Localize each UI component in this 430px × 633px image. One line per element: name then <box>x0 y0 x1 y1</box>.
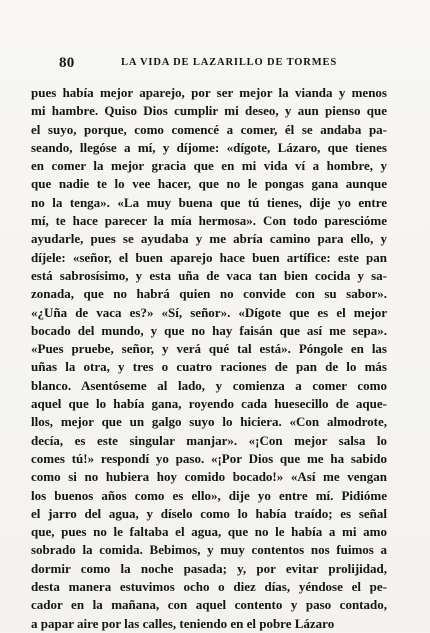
text-line: decía, es este singular manjar». «¡Con mejor salsa lo <box>31 432 387 448</box>
text-line: desta manera estuvimos ocho o diez días, yéndose el pe- <box>31 579 387 595</box>
text-line: el suyo, porque, como comencé a comer, él se andaba pa- <box>31 121 387 137</box>
text-line: sobrado la comida. Bebimos, y muy contentos nos fuimos a <box>31 542 387 558</box>
text-line: mí, te hace parecer la mía hermosa». Con todo parescióme <box>31 213 387 229</box>
body-text <box>31 84 387 633</box>
text-line: comes tú!» respondí yo paso. «¡Por Dios que me ha sabido <box>31 450 387 466</box>
running-title: LA VIDA DE LAZARILLO DE TORMES <box>121 57 338 68</box>
text-line: llos, mejor que un galgo suyo lo hiciera. «Con almodrote, <box>31 414 387 430</box>
text-line: zonada, que no habrá quien no convide con su sabor». <box>31 286 387 302</box>
text-line: dormir como la noche pasada; y, por evitar prolijidad, <box>31 560 387 576</box>
text-line: en comer la mejor gracia que en mi vida ví a hombre, y <box>31 158 387 174</box>
text-line: mi hambre. Quiso Dios cumplir mi deseo, y aun pienso que <box>31 103 387 119</box>
text-line: aquel que lo había gana, royendo cada huesecillo de aque- <box>31 396 387 412</box>
text-line: está sabrosísimo, y esta uña de vaca tan bien cocida y sa- <box>31 267 387 283</box>
text-line: «¿Uña de vaca es?» «Sí, señor». «Dígote que es el mejor <box>31 304 387 320</box>
text-line: díjele: «señor, el buen aparejo hace buen artífice: este pan <box>31 249 387 265</box>
text-line: que, pues no le faltaba el agua, que no le había a mi amo <box>31 524 387 540</box>
text-line: «Pues pruebe, señor, y verá qué tal está». Póngole en las <box>31 341 387 357</box>
text-line: a papar aire por las calles, teniendo en el pobre Lázaro <box>31 615 335 631</box>
text-line: cador en la mañana, con aquel contento y paso contado, <box>31 597 387 613</box>
text-line: que nadie te lo vee hacer, que no le pongas gana aunque <box>31 176 387 192</box>
text-line: pues había mejor aparejo, por ser mejor la vianda y menos <box>31 85 387 100</box>
text-line: ayudarle, pues se ayudaba y me abría camino para ello, y <box>31 231 387 247</box>
text-line: el jarro del agua, y díselo como lo había traído; es señal <box>31 505 387 521</box>
text-line: seando, llegóse a mí, y díjome: «dígote, Lázaro, que tienes <box>31 139 387 155</box>
text-line: como si no hubiera hoy comido bocado!» «Así me vengan <box>31 469 387 485</box>
text-line: bocado del mundo, y que no hay faisán que así me sepa». <box>31 322 387 338</box>
text-line: uñas la otra, y tres o cuatro raciones de pan de lo más <box>31 359 387 375</box>
page-number: 80 <box>59 55 75 71</box>
text-line: blanco. Asentóseme al lado, y comienza a comer como <box>31 377 387 393</box>
page-header <box>59 55 387 75</box>
text-line: los buenos años como es ello», dije yo entre mí. Pidióme <box>31 487 387 503</box>
text-line: no la tenga». «La muy buena que tú tienes, dije yo entre <box>31 194 387 210</box>
